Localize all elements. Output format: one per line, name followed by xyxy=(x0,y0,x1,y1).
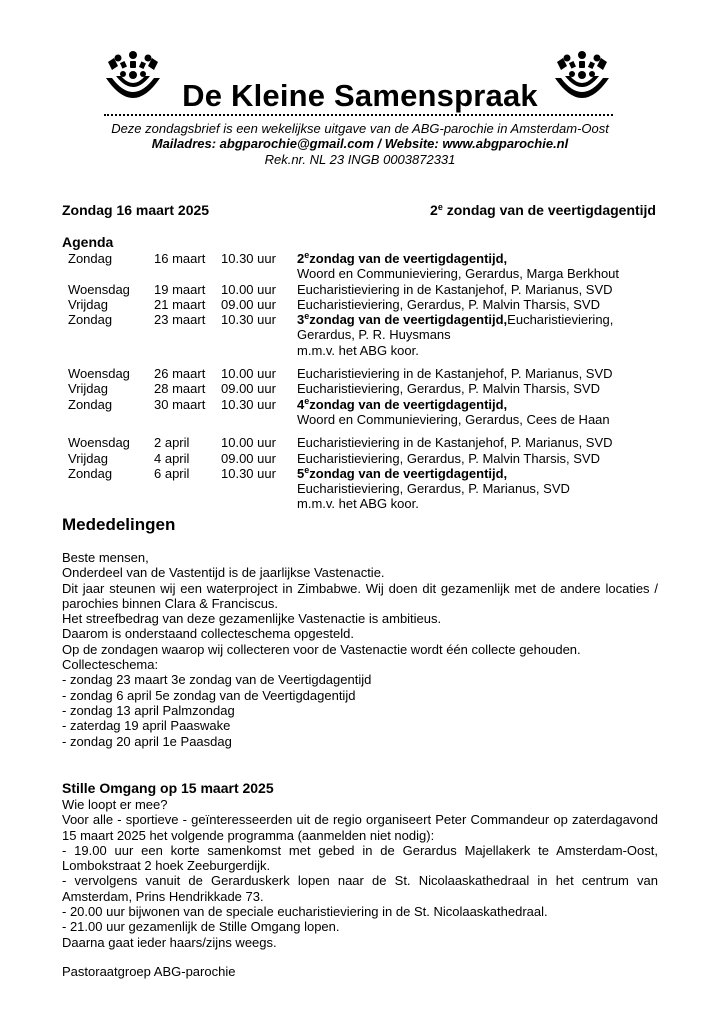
paragraph: - zaterdag 19 april Paaswake xyxy=(62,718,231,734)
paragraph: Dit jaar steunen wij een waterproject in Zimbabwe. Wij doen dit gezamenlijk met de andere locaties / parochies binnen Clara & Franciscus. xyxy=(62,580,658,611)
sunday-number: 5 xyxy=(297,465,305,481)
sunday-ordinal-suffix: e xyxy=(304,464,310,475)
agenda-row xyxy=(68,397,657,428)
sunday-ordinal-suffix: e xyxy=(304,395,310,406)
agenda-service-text: Eucharistieviering, Gerardus, P. Malvin Tharsis, SVD xyxy=(297,381,600,397)
sunday-number: 4 xyxy=(297,396,305,412)
agenda-time: 10.00 uur xyxy=(221,435,276,451)
paragraph: - 20.00 uur bijwonen van de speciale eucharistieviering in de St. Nicolaaskathedraal. xyxy=(62,904,548,920)
agenda-time: 10.00 uur xyxy=(221,366,276,382)
paragraph: Op de zondagen waarop wij collecteren voor de Vastenactie wordt één collecte gehouden. xyxy=(62,641,581,657)
agenda-date: 2 april xyxy=(154,435,190,451)
announcements-heading: Mededelingen xyxy=(62,515,176,534)
agenda-row xyxy=(68,312,657,358)
agenda-service-line: Gerardus, P. R. Huysmans xyxy=(297,327,451,343)
agenda-date: 26 maart xyxy=(154,366,206,382)
liturgical-sunday xyxy=(430,202,656,218)
agenda-date: 19 maart xyxy=(154,281,206,297)
sunday-name: zondag van de veertigdagentijd, xyxy=(309,396,508,412)
paragraph: - vervolgens vanuit de Gerarduskerk lopen naar de St. Nicolaaskathedraal in het centrum van Amsterdam, Prins Hendrikkade 73. xyxy=(62,873,658,904)
agenda-time: 10.30 uur xyxy=(221,251,276,266)
agenda-date: 16 maart xyxy=(154,251,206,266)
agenda-heading: Agenda xyxy=(62,234,114,250)
agenda-service-text: Eucharistieviering in de Kastanjehof, P. Marianus, SVD xyxy=(297,366,613,382)
paragraph: Wie loopt er mee? xyxy=(62,797,168,812)
paragraph: - zondag 13 april Palmzondag xyxy=(62,702,235,718)
agenda-sunday-title xyxy=(297,251,507,266)
agenda-day: Woensdag xyxy=(68,435,130,451)
masthead-bank-account: Rek.nr. NL 23 INGB 0003872331 xyxy=(264,152,456,167)
paragraph: Daarna gaat ieder haars/zijns weegs. xyxy=(62,934,277,950)
agenda-day: Vrijdag xyxy=(68,381,108,397)
stille-omgang-heading: Stille Omgang op 15 maart 2025 xyxy=(62,780,274,796)
sunday-number: 2 xyxy=(297,251,305,266)
agenda-date: 30 maart xyxy=(154,396,206,412)
agenda-row xyxy=(68,366,657,381)
agenda-day: Zondag xyxy=(68,312,113,328)
agenda-service-line: Woord en Communieviering, Gerardus, Cees de Haan xyxy=(297,411,610,427)
agenda-description xyxy=(297,366,657,381)
agenda-time: 10.30 uur xyxy=(221,396,276,412)
paragraph: Voor alle - sportieve - geïnteresseerden uit de regio organiseert Peter Commandeur op zaterdagavond 15 maart 2025 het volgende programma (aanmelden niet nodig): xyxy=(62,812,658,843)
agenda-sunday-title xyxy=(297,397,507,412)
masthead-subtitle: Deze zondagsbrief is een wekelijkse uitgave van de ABG-parochie in Amsterdam-Oost xyxy=(111,121,609,136)
agenda-date: 23 maart xyxy=(154,312,206,328)
agenda-sunday-title xyxy=(297,312,507,327)
agenda-description xyxy=(297,381,657,396)
paragraph: Onderdeel van de Vastentijd is de jaarlijkse Vastenactie. xyxy=(62,565,385,581)
agenda-service-line: Eucharistieviering, Gerardus, P. Marianus, SVD xyxy=(297,481,570,497)
agenda-description xyxy=(297,451,657,466)
agenda-date: 28 maart xyxy=(154,381,206,397)
agenda-day: Zondag xyxy=(68,251,113,266)
agenda-day: Vrijdag xyxy=(68,450,108,466)
agenda-service-line: Woord en Communieviering, Gerardus, Marga Berkhout xyxy=(297,266,620,282)
agenda-table xyxy=(68,251,657,512)
agenda-time: 10.30 uur xyxy=(221,465,276,481)
sunday-ordinal-suffix: e xyxy=(304,250,310,260)
paragraph: - 21.00 uur gezamenlijk de Stille Omgang lopen. xyxy=(62,919,340,935)
masthead-divider xyxy=(104,114,613,116)
agenda-row xyxy=(68,282,657,297)
announcements-body xyxy=(62,550,658,749)
paragraph: - 19.00 uur een korte samenkomst met gebed in de Gerardus Majellakerk te Amsterdam-Oost, Lombokstraat 2 hoek Zeeburgerdijk. xyxy=(62,842,658,874)
agenda-description xyxy=(297,251,657,282)
agenda-row xyxy=(68,381,657,396)
agenda-time: 09.00 uur xyxy=(221,381,276,397)
stille-omgang-body xyxy=(62,797,658,950)
masthead-title: De Kleine Samenspraak xyxy=(182,78,538,113)
masthead-contact: Mailadres: abgparochie@gmail.com / Website: www.abgparochie.nl xyxy=(151,136,569,151)
paragraph: Het streefbedrag van deze gezamenlijke Vastenactie is ambitieus. xyxy=(62,611,442,627)
agenda-service-text: Eucharistieviering, Gerardus, P. Malvin Tharsis, SVD xyxy=(297,450,600,466)
agenda-date: 4 april xyxy=(154,450,190,466)
sunday-ordinal-suffix: e xyxy=(437,202,443,212)
agenda-day: Zondag xyxy=(68,396,113,412)
paragraph: Beste mensen, xyxy=(62,550,149,565)
agenda-row xyxy=(68,251,657,282)
agenda-day: Woensdag xyxy=(68,366,130,382)
agenda-sunday-title xyxy=(297,466,507,481)
parish-logo-icon xyxy=(104,48,162,110)
agenda-time: 09.00 uur xyxy=(221,450,276,466)
agenda-time: 10.00 uur xyxy=(221,281,276,297)
agenda-description xyxy=(297,397,657,428)
sunday-number: 3 xyxy=(297,312,305,328)
agenda-description xyxy=(297,312,657,358)
agenda-day: Vrijdag xyxy=(68,296,108,312)
agenda-description xyxy=(297,466,657,512)
sunday-name: zondag van de veertigdagentijd, xyxy=(309,465,508,481)
agenda-time: 10.30 uur xyxy=(221,312,276,328)
agenda-service-line: m.m.v. het ABG koor. xyxy=(297,496,419,512)
sunday-number: 2 xyxy=(430,202,438,218)
agenda-row xyxy=(68,435,657,450)
agenda-date: 6 april xyxy=(154,465,190,481)
paragraph: Collecteschema: xyxy=(62,657,159,673)
agenda-day: Woensdag xyxy=(68,281,130,297)
agenda-service-text: Eucharistieviering in de Kastanjehof, P. Marianus, SVD xyxy=(297,435,613,451)
agenda-description xyxy=(297,282,657,297)
agenda-service-line: m.m.v. het ABG koor. xyxy=(297,342,419,358)
agenda-day: Zondag xyxy=(68,465,113,481)
paragraph: - zondag 6 april 5e zondag van de Veertigdagentijd xyxy=(62,687,356,703)
parish-logo-icon xyxy=(553,48,611,110)
sunday-name: zondag van de veertigdagentijd, xyxy=(309,251,508,266)
agenda-row xyxy=(68,451,657,466)
signature: Pastoraatgroep ABG-parochie xyxy=(62,964,236,979)
agenda-service-text: Eucharistieviering in de Kastanjehof, P. Marianus, SVD xyxy=(297,281,613,297)
agenda-service-text: Eucharistieviering, Gerardus, P. Malvin Tharsis, SVD xyxy=(297,296,600,312)
agenda-row xyxy=(68,466,657,512)
agenda-service-text: Eucharistieviering, xyxy=(507,312,614,328)
agenda-spacer xyxy=(68,358,657,366)
issue-date: Zondag 16 maart 2025 xyxy=(62,202,210,218)
agenda-row xyxy=(68,297,657,312)
issue-dateline xyxy=(62,202,656,218)
agenda-time: 09.00 uur xyxy=(221,296,276,312)
agenda-spacer xyxy=(68,427,657,435)
agenda-description xyxy=(297,435,657,450)
paragraph: Daarom is onderstaand collecteschema opgesteld. xyxy=(62,626,354,642)
paragraph: - zondag 23 maart 3e zondag van de Veertigdagentijd xyxy=(62,672,372,688)
sunday-ordinal-suffix: e xyxy=(304,311,310,322)
sunday-name: zondag van de veertigdagentijd, xyxy=(309,312,508,328)
agenda-date: 21 maart xyxy=(154,296,206,312)
paragraph: - zondag 20 april 1e Paasdag xyxy=(62,733,232,749)
agenda-description xyxy=(297,297,657,312)
sunday-name: zondag van de veertigdagentijd xyxy=(442,202,656,218)
